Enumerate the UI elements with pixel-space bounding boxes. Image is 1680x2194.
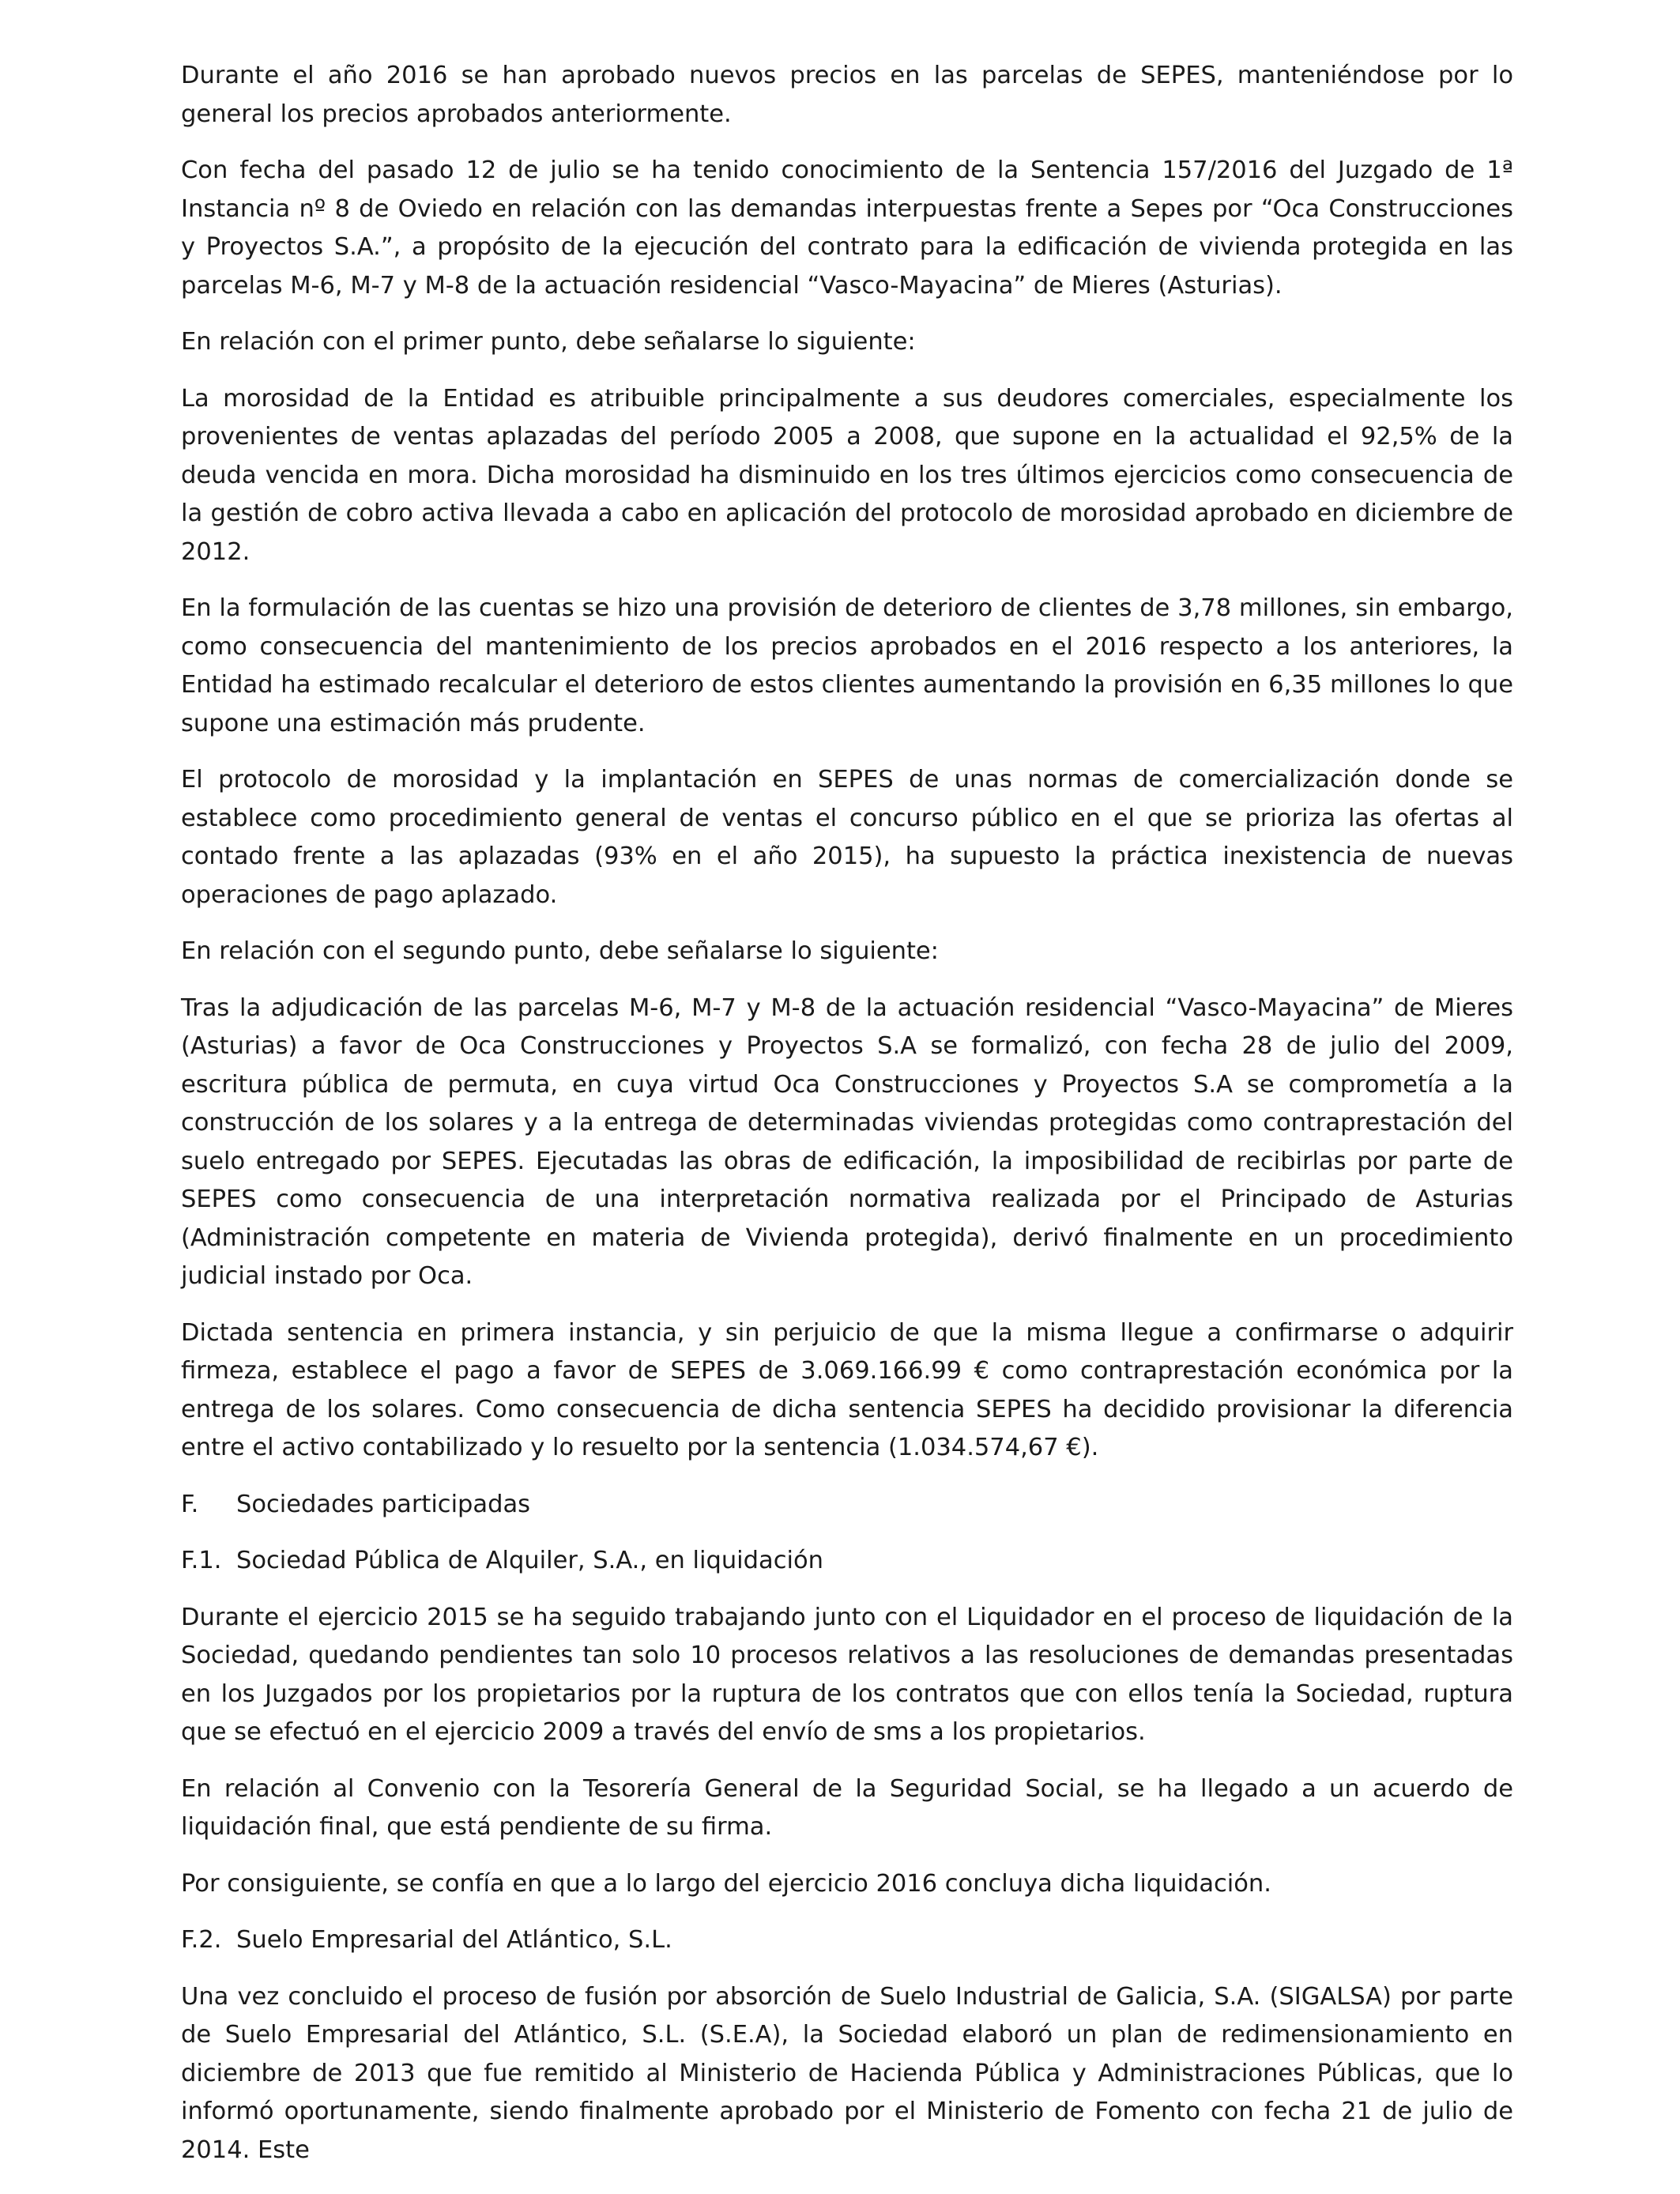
paragraph-conclusion: Por consiguiente, se confía en que a lo largo del ejercicio 2016 concluya dicha liquidación.: [181, 1869, 1271, 1898]
paragraph-convenio: En relación al Convenio con la Tesorería General de la Seguridad Social, se ha llegado a un acuerdo de liquidación final, que está pendiente de su firma.: [181, 1774, 1513, 1841]
paragraph-new-prices: Durante el año 2016 se han aprobado nuevos precios en las parcelas de SEPES, manteniéndose por lo general los precios aprobados anteriormente.: [181, 62, 1513, 128]
section-number: F.: [181, 1490, 199, 1518]
section-title: Sociedad Pública de Alquiler, S.A., en liquidación: [236, 1547, 823, 1574]
paragraph-morosidad: La morosidad de la Entidad es atribuible principalmente a sus deudores comerciales, especialmente los provenientes de ventas aplazadas del período 2005 a 2008, que supone en la actualidad el 92,5% de la deuda vencida en mora. Dicha morosidad ha disminuido en los tres últimos ejercicios como consecuencia de la gestión de cobro activa llevada a cabo en aplicación del protocolo de morosidad aprobado en diciembre de 2012.: [181, 384, 1513, 566]
section-number: F.1.: [181, 1547, 222, 1574]
paragraph-sentence-notice: Con fecha del pasado 12 de julio se ha tenido conocimiento de la Sentencia 157/2016 del Juzgado de 1ª Instancia nº 8 de Oviedo en relación con las demandas interpuestas frente a Sepes por “Oca Construcciones y Proyectos S.A.”, a propósito de la ejecución del contrato para la edificación de vivienda protegida en las parcelas M-6, M-7 y M-8 de la actuación residencial “Vasco-Mayacina” de Mieres (Asturias).: [181, 156, 1513, 300]
paragraph-provision: En la formulación de las cuentas se hizo una provisión de deterioro de clientes de 3,78 millones, sin embargo, como consecuencia del mantenimiento de los precios aprobados en el 2016 respecto a los anteriores, la Entidad ha estimado recalcular el deterioro de estos clientes aumentando la provisión en 6,35 millones lo que supone una estimación más prudente.: [181, 594, 1513, 737]
paragraph-liquidation-process: Durante el ejercicio 2015 se ha seguido trabajando junto con el Liquidador en el proceso de liquidación de la Sociedad, quedando pendientes tan solo 10 procesos relativos a las resoluciones de demandas presentadas en los Juzgados por los propietarios por la ruptura de los contratos que con ellos tenía la Sociedad, ruptura que se efectuó en el ejercicio 2009 a través del envío de sms a los propietarios.: [181, 1603, 1513, 1746]
paragraph-adjudication: Tras la adjudicación de las parcelas M-6, M-7 y M-8 de la actuación residencial “Vasco-Mayacina” de Mieres (Asturias) a favor de Oca Construcciones y Proyectos S.A se formalizó, con fecha 28 de julio del 2009, escritura pública de permuta, en cuya virtud Oca Construcciones y Proyectos S.A se comprometía a la construcción de los solares y a la entrega de determinadas viviendas protegidas como contraprestación del suelo entregado por SEPES. Ejecutadas las obras de edificación, la imposibilidad de recibirlas por parte de SEPES como consecuencia de una interpretación normativa realizada por el Principado de Asturias (Administración competente en materia de Vivienda protegida), derivó finalmente en un procedimiento judicial instado por Oca.: [181, 993, 1513, 1290]
paragraph-judgment: Dictada sentencia en primera instancia, y sin perjuicio de que la misma llegue a confirmarse o adquirir firmeza, establece el pago a favor de SEPES de 3.069.166.99 € como contraprestación económica por la entrega de los solares. Como consecuencia de dicha sentencia SEPES ha decidido provisionar la diferencia entre el activo contabilizado y lo resuelto por la sentencia (1.034.574,67 €).: [181, 1318, 1513, 1461]
paragraph-second-point-intro: En relación con el segundo punto, debe señalarse lo siguiente:: [181, 937, 939, 965]
paragraph-first-point-intro: En relación con el primer punto, debe señalarse lo siguiente:: [181, 328, 916, 356]
paragraph-protocol: El protocolo de morosidad y la implantación en SEPES de unas normas de comercialización donde se establece como procedimiento general de ventas el concurso público en el que se prioriza las ofertas al contado frente a las aplazadas (93% en el año 2015), ha supuesto la práctica inexistencia de nuevas operaciones de pago aplazado.: [181, 766, 1513, 909]
section-heading-f2: [181, 1921, 1513, 1960]
section-heading-f1: [181, 1542, 1513, 1581]
section-title: Sociedades participadas: [236, 1490, 531, 1518]
section-title: Suelo Empresarial del Atlántico, S.L.: [236, 1926, 672, 1954]
section-number: F.2.: [181, 1926, 222, 1954]
paragraph-merger: Una vez concluido el proceso de fusión por absorción de Suelo Industrial de Galicia, S.A. (SIGALSA) por parte de Suelo Empresarial del Atlántico, S.L. (S.E.A), la Sociedad elaboró un plan de redimensionamiento en diciembre de 2013 que fue remitido al Ministerio de Hacienda Pública y Administraciones Públicas, que lo informó oportunamente, siendo finalmente aprobado por el Ministerio de Fomento con fecha 21 de julio de 2014. Este: [181, 1982, 1513, 2164]
section-heading-f: [181, 1486, 1513, 1525]
document-page: [181, 57, 1513, 2169]
